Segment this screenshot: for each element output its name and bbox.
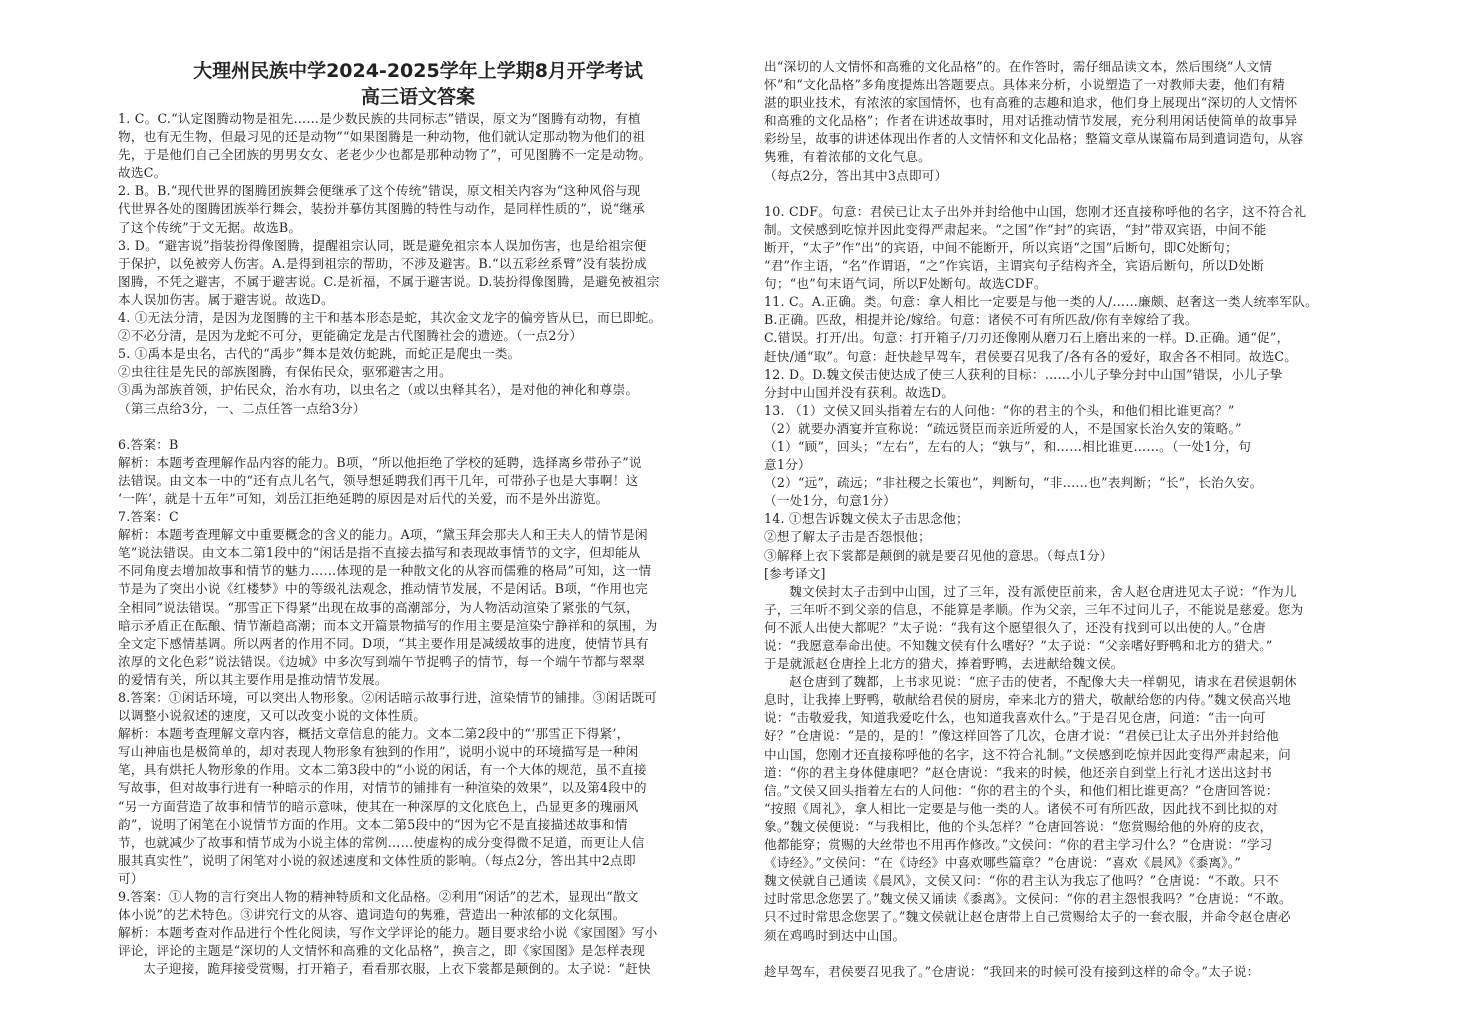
text-line: 说：“击敬爱我，知道我爱吃什么，也知道我喜欢什么。”于是召见仓唐，问道：“击一向可: [764, 710, 1266, 726]
right-body-text: [764, 58, 1366, 981]
text-line: 解析：本题考查对作品进行个性化阅读，写作文学评论的能力。题目要求给小说《家国图》写小: [118, 925, 658, 941]
text-line: 的爱情有关，所以其主要作用是推动情节发展。: [118, 671, 388, 687]
text-line: 于是就派赵仓唐拴上北方的猎犬，捧着野鸭，去进献给魏文侯。: [764, 656, 1124, 672]
text-line: 过时常思念您罢了。”魏文侯又诵读《黍离》。文侯问：“你的君主怨恨我吗？”仓唐说：“不敢。: [764, 891, 1292, 907]
left-column: [118, 0, 718, 979]
text-line: 出“深切的人文情怀和高雅的文化品格”的。在作答时，需仔细品读文本，然后围绕“人文情: [764, 59, 1273, 74]
text-line: 故选C。: [118, 165, 167, 181]
text-line: 2. B。B.“现代世界的图腾团族舞会便继承了这个传统”错误，原文相关内容为“这种风俗与现: [118, 183, 641, 199]
text-line: 法错误。由文本一中的“还有点儿名气，领导想延聘我们再干几年，可带孙子也是大事啊！这: [118, 472, 639, 488]
text-line: 物，也有无生物，但最习见的还是动物”“如果图腾是一种动物，他们就认定那动物为他们的祖: [118, 129, 646, 145]
text-line: B.正确。匹敌，相提并论/嫁给。句意：诸侯不可有所匹敌/你有幸嫁给了我。: [764, 312, 1198, 328]
text-line: 节是为了突出小说《红楼梦》中的等级礼法观念，推动情节发展，不是闲话。B项，“作用也完: [118, 581, 648, 597]
text-line: （第三点给3分，一、二点任答一点给3分）: [118, 400, 366, 416]
text-line: 代世界各处的图腾团族举行舞会，装扮并摹仿其图腾的特性与动作，是同样性质的”，说“继承: [118, 201, 646, 217]
text-line: 节，也就减少了故事和情节成为小说主体的常例……使虚构的成分变得微不足道，而更让人信: [118, 834, 645, 850]
text-line: 笔”说法错误。由文本二第1段中的“闲话是指不直接去描写和表现故事情节的文字，但却能从: [118, 545, 641, 561]
text-line: 隽雅，有着浓郁的文化气息。: [764, 149, 931, 165]
text-line: 本人误加伤害。属于避害说。故选D。: [118, 291, 334, 307]
text-line: 4. ①无法分清，是因为龙图腾的主干和基本形态是蛇，其次金文龙字的偏旁皆从巳，而巳即蛇。: [118, 310, 662, 326]
text-line: 彩纷呈，故事的讲述体现出作者的人文情怀和文化品格；整篇文章从谋篇布局到遣词造句，从容: [764, 131, 1304, 147]
text-line: 解析：本题考查理解文中重要概念的含义的能力。A项，“黛玉拜会那夫人和王夫人的情节是闲: [118, 527, 648, 543]
text-line: 写山神庙也是极简单的，却对表现人物形象有独到的作用”，说明小说中的环境描写是一种闲: [118, 744, 639, 760]
text-line: 11. C。A.正确。类。句意：拿人相比一定要是与他一类的人/……廉颇、赵奢这一类人统率军队。: [764, 294, 1318, 310]
text-line: 好？”仓唐说：“是的，是的！”像这样回答了几次，仓唐才说：“君侯已让太子出外并封给他: [764, 728, 1279, 744]
text-line: 分封中山国并没有获利。故选D。: [764, 384, 955, 400]
text-line: 可）: [118, 870, 144, 886]
text-line: [参考译文]: [764, 565, 826, 581]
text-line: 写故事，但对故事行进有一种暗示的作用，对情节的铺排有一种渲染的效果”，以及第4段中的: [118, 780, 647, 796]
text-line: 赶快/通“取”。句意：赶快趁早驾车，君侯要召见我了/各有各的爱好，取舍各不相同。故选C。: [764, 348, 1298, 364]
text-line: 不同角度去增加故事和情节的魅力……体现的是一种散文化的从容而儒雅的格局”可知，这一情: [118, 563, 652, 579]
text-line: （2）“远”，疏远；“非社稷之长策也”，判断句，“非……也”表判断；“长”，长治久安。: [764, 475, 1263, 491]
text-line: （1）“顾”，回头；“左右”，左右的人；“孰与”，和……相比谁更……。（一处1分，句: [764, 438, 1252, 454]
text-line: 息时，让我捧上野鸭，敬献给君侯的厨房，牵来北方的猎犬，敬献给您的内侍。”魏文侯高兴地: [764, 692, 1291, 708]
text-line: 断开，“太子”作“出”的宾语，中间不能断开，所以宾语“之国”后断句，即C处断句；: [764, 239, 1238, 255]
text-line: 道：“你的君主身体健康吧？”赵仓唐说：“我来的时候，他还亲自到堂上行礼才送出这封书: [764, 764, 1273, 780]
text-line: 14. ①想告诉魏文侯太子击思念他；: [764, 511, 969, 527]
text-line: 趁早驾车，君侯要召见我了。”仓唐说：“我回来的时候可没有接到这样的命令。”太子说：: [764, 963, 1260, 979]
text-line: C.错误。打开/出。句意：打开箱子/刀刃还像刚从磨刀石上磨出来的一样。D.正确。通“促”，: [764, 330, 1290, 346]
text-line: 服其真实性”，说明了闲笔对小说的叙述速度和文体性质的影响。（每点2分，答出其中2点即: [118, 852, 636, 868]
text-line: 湛的职业技术，有浓浓的家国情怀，也有高雅的志趣和追求，他们身上展现出“深切的人文情怀: [764, 95, 1298, 111]
text-line: 图腾，不凭之避害，不属于避害说。C.是祈福，不属于避害说。D.装扮得像图腾，是避免被祖宗: [118, 273, 660, 289]
text-line: ③解释上衣下裳都是颠倒的就是要召见他的意思。（每点1分）: [764, 547, 1113, 563]
text-line: 信。”文侯又回头指着左右的人问他：“你的君主的个头，和他们相比谁更高？”仓唐回答说：: [764, 782, 1279, 798]
text-line: “君”作主语，“名”作谓语，“之”作宾语，主谓宾句子结构齐全，宾语后断句，所以D处断: [764, 258, 1265, 274]
text-line: [118, 418, 718, 436]
text-line: 赵仓唐到了魏都，上书求见说：“庶子击的使者，不配像大夫一样朝见，请求在君侯退朝休: [789, 674, 1297, 690]
text-line: 句；“也”句末语气词，所以F处断句。故选CDF。: [764, 276, 1047, 292]
text-line: 怀”和“文化品格”多角度提炼出答题要点。具体来分析，小说塑造了一对教师夫妻，他们有精: [764, 77, 1285, 93]
text-line: 暗示矛盾正在酝酿、情节渐趋高潮；而本文开篇景物描写的作用主要是渲染宁静祥和的氛围，为: [118, 617, 658, 633]
text-line: 笔，具有烘托人物形象的作用。文本二第3段中的“小说的闲话，有一个大体的规范，虽不直接: [118, 762, 647, 778]
text-line: 13. （1）文侯又回头指着左右的人问他：“你的君主的个头，和他们相比谁更高？”: [764, 402, 1235, 418]
text-line: “另一方面营造了故事和情节的暗示意味，使其在一种深厚的文化底色上，凸显更多的瑰丽风: [118, 798, 639, 814]
text-line: 6.答案：B: [118, 436, 179, 452]
text-line: 12. D。D.魏文侯击使达成了使三人获利的目标：……小儿子挚分封中山国”错误，小儿子挚: [764, 366, 1283, 382]
text-line: [764, 945, 1366, 963]
text-line: 浓厚的文化色彩”说法错误。《边城》中多次写到端午节捉鸭子的情节，每一个端午节都与翠翠: [118, 653, 645, 669]
text-line: ②虫往往是先民的部族图腾，有保佑民众，驱邪避害之用。: [118, 364, 452, 380]
left-body-text: [118, 110, 718, 979]
text-line: 只不过时常思念您罢了。”魏文侯就让赵仓唐带上自己赏赐给太子的一套衣服，并命令赵仓唐必: [764, 909, 1291, 925]
text-line: 中山国，您刚才还直接称呼他的名字，这不符合礼制。”文侯感到吃惊并因此变得严肃起来，问: [764, 746, 1291, 762]
text-line: （每点2分，答出其中3点即可）: [764, 167, 948, 183]
text-line: 全文定下感情基调。所以两者的作用不同。D项，“其主要作用是减缓故事的进度，使情节具有: [118, 635, 649, 651]
text-line: 魏文侯就自己通读《晨风》，文侯又问：“你的君主认为我忘了他吗？”仓唐说：“不敢。只不: [764, 873, 1279, 889]
page-subtitle: 高三语文答案: [360, 86, 475, 108]
text-line: 子，三年听不到父亲的信息，不能算是孝顺。作为父亲，三年不过问儿子，不能说是慈爱。您为: [764, 601, 1304, 617]
text-line: ③禹为部族首领，护佑民众，治水有功，以虫名之（或以虫释其名），是对他的神化和尊崇。: [118, 382, 639, 398]
page-title: 大理州民族中学2024-2025学年上学期8月开学考试: [193, 60, 643, 82]
text-line: “按照《周礼》，拿人相比一定要是与他一类的人。诸侯不可有所匹敌，因此找不到比拟的对: [764, 800, 1279, 816]
text-line: 9.答案：①人物的言行突出人物的精神特质和文化品格。②利用“闲话”的艺术，显现出“散文: [118, 889, 639, 905]
text-line: 体小说”的艺术特色。③讲究行文的从容、遣词造句的隽雅，营造出一种浓郁的文化氛围。: [118, 907, 626, 923]
right-column: [764, 0, 1366, 981]
text-line: 意1分）: [764, 457, 811, 473]
text-line: ②想了解太子击是否怨恨他；: [764, 529, 931, 545]
text-line: 何不派人出使大都呢？”太子说：“我有这个愿望很久了，还没有找到可以出使的人。”仓唐: [764, 619, 1266, 635]
text-line: 说：“我愿意奉命出使。不知魏文侯有什么嗜好？”太子说：“父亲嗜好野鸭和北方的猎犬。”: [764, 638, 1273, 653]
text-line: 太子迎接，跪拜接受赏赐，打开箱子，看看那衣服，上衣下裳都是颠倒的。太子说：“赶快: [143, 961, 651, 977]
text-line: 了这个传统”于文无据。故选B。: [118, 219, 302, 235]
text-line: 解析：本题考查理解作品内容的能力。B项，“所以他拒绝了学校的延聘，选择离乡带孙子”说: [118, 454, 642, 470]
text-line: 须在鸡鸣时到达中山国。: [764, 927, 906, 943]
text-line: [764, 185, 1366, 203]
text-line: ‘一阵’，就是十五年”可知，刘岳江拒绝延聘的原因是对后代的关爱，而不是外出游览。: [118, 490, 609, 506]
text-line: 全相同”说法错误。“那雪正下得紧”出现在故事的高潮部分，为人物活动渲染了紧张的气氛，: [118, 599, 639, 615]
text-line: 以调整小说叙述的速度，又可以改变小说的文体性质。: [118, 708, 427, 724]
text-line: 5. ①禹本是虫名，古代的“禹步”舞本是效仿蛇跳，而蛇正是爬虫一类。: [118, 346, 521, 362]
text-line: 3. D。“避害说”指装扮得像图腾，提醒祖宗认同，既是避免祖宗本人误加伤害，也是给祖宗便: [118, 237, 647, 253]
text-line: 1. C。C.“认定图腾动物是祖先……是少数民族的共同标志”错误，原文为“图腾有动物，有植: [118, 111, 641, 126]
text-line: 魏文侯封太子击到中山国，过了三年，没有派使臣前来，舍人赵仓唐进见太子说：“作为儿: [789, 583, 1297, 599]
text-line: 制。文侯感到吃惊并因此变得严肃起来。“之国”作“封”的宾语，“封”带双宾语，中间不能: [764, 221, 1267, 237]
text-line: 韵”，说明了闲笔在小说情节方面的作用。文本二第5段中的“因为它不是直接描述故事和情: [118, 816, 628, 832]
text-line: （2）就要办酒宴并宣称说：“疏远贤臣而亲近所爱的人，不是国家长治久安的策略。”: [764, 420, 1242, 436]
text-line: 解析：本题考查理解文章内容，概括文章信息的能力。文本二第2段中的“‘那雪正下得紧’，: [118, 726, 630, 742]
text-line: 他都能穿；赏赐的大丝带也不用再作修改。”文侯问：“你的君主学习什么？”仓唐说：“学习: [764, 837, 1273, 853]
text-line: 评论，评论的主题是“深切的人文情怀和高雅的文化品格”，换言之，即《家国图》是怎样表现: [118, 943, 646, 959]
text-line: （一处1分，句意1分）: [764, 493, 897, 509]
text-line: 7.答案：C: [118, 509, 179, 525]
text-line: 先，于是他们自己全团族的男男女女、老老少少也都是那种动物了”，可见图腾不一定是动物。: [118, 147, 652, 163]
text-line: 于保护，以免被旁人伤害。A.是得到祖宗的帮助，不涉及避害。B.“以五彩丝系臂”没有装扮成: [118, 255, 647, 271]
text-line: 8.答案：①闲话环境，可以突出人物形象。②闲话暗示故事行进，渲染情节的铺排。③闲话既可: [118, 690, 658, 705]
text-line: 象。”魏文侯便说：“与我相比，他的个头怎样？”仓唐回答说：“您赏赐给他的外府的皮衣，: [764, 818, 1273, 834]
text-line: 《诗经》。”文侯问：“在《诗经》中喜欢哪些篇章？”仓唐说：“喜欢《晨风》《黍离》。”: [764, 855, 1242, 871]
text-line: 10. CDF。句意：君侯已让太子出外并封给他中山国，您刚才还直接称呼他的名字，这不符合礼: [764, 203, 1307, 219]
text-line: ②不必分清，是因为龙蛇不可分，更能确定龙是古代图腾社会的遗迹。（一点2分）: [118, 328, 583, 344]
text-line: 和高雅的文化品格”；作者在讲述故事时，用对话推动情节发展，充分利用闲话使简单的故事异: [764, 113, 1298, 129]
